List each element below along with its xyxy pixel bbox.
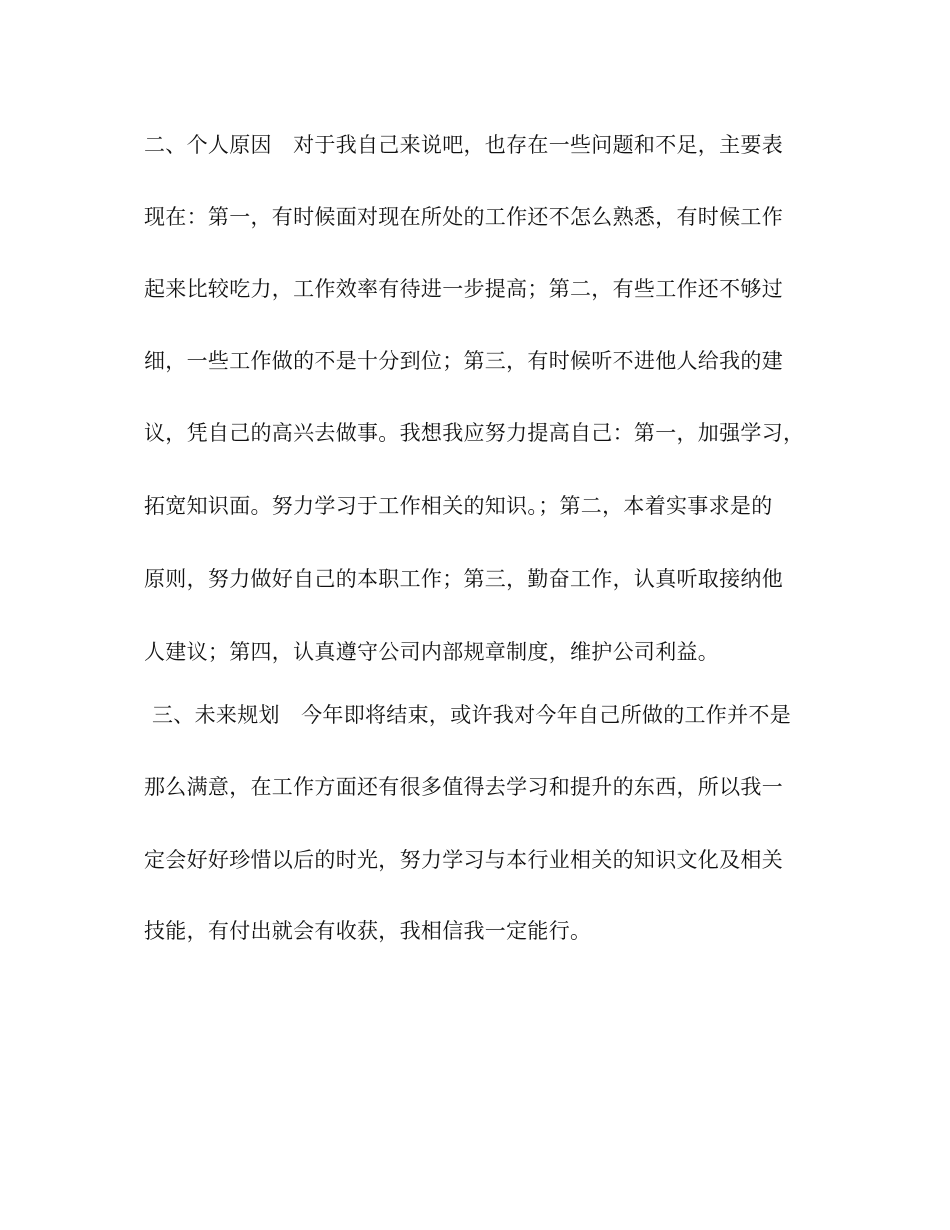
text-line: 定会好好珍惜以后的时光，努力学习与本行业相关的知识文化及相关 — [144, 848, 783, 872]
text-line: 技能，有付出就会有收获，我相信我一定能行。 — [144, 919, 592, 943]
text-line: 那么满意，在工作方面还有很多值得去学习和提升的东西，所以我一 — [144, 775, 783, 799]
text-line: 议，凭自己的高兴去做事。我想我应努力提高自己：第一，加强学习， — [144, 421, 805, 445]
text-line: 原则，努力做好自己的本职工作；第三，勤奋工作，认真听取接纳他 — [144, 567, 783, 591]
text-line: 起来比较吃力，工作效率有待进一步提高；第二，有些工作还不够过 — [144, 277, 783, 301]
text-line: 人建议；第四，认真遵守公司内部规章制度，维护公司利益。 — [144, 640, 720, 664]
text-line: 细，一些工作做的不是十分到位；第三，有时候听不进他人给我的建 — [144, 349, 783, 373]
text-line: 现在：第一，有时候面对现在所处的工作还不怎么熟悉，有时候工作 — [144, 205, 783, 229]
text-line: 拓宽知识面。努力学习于工作相关的知识。；第二，本着实事求是的 — [144, 494, 773, 518]
text-line: 二、个人原因 对于我自己来说吧，也存在一些问题和不足，主要表 — [144, 133, 783, 157]
text-line: 三、未来规划 今年即将结束，或许我对今年自己所做的工作并不是 — [152, 703, 791, 727]
